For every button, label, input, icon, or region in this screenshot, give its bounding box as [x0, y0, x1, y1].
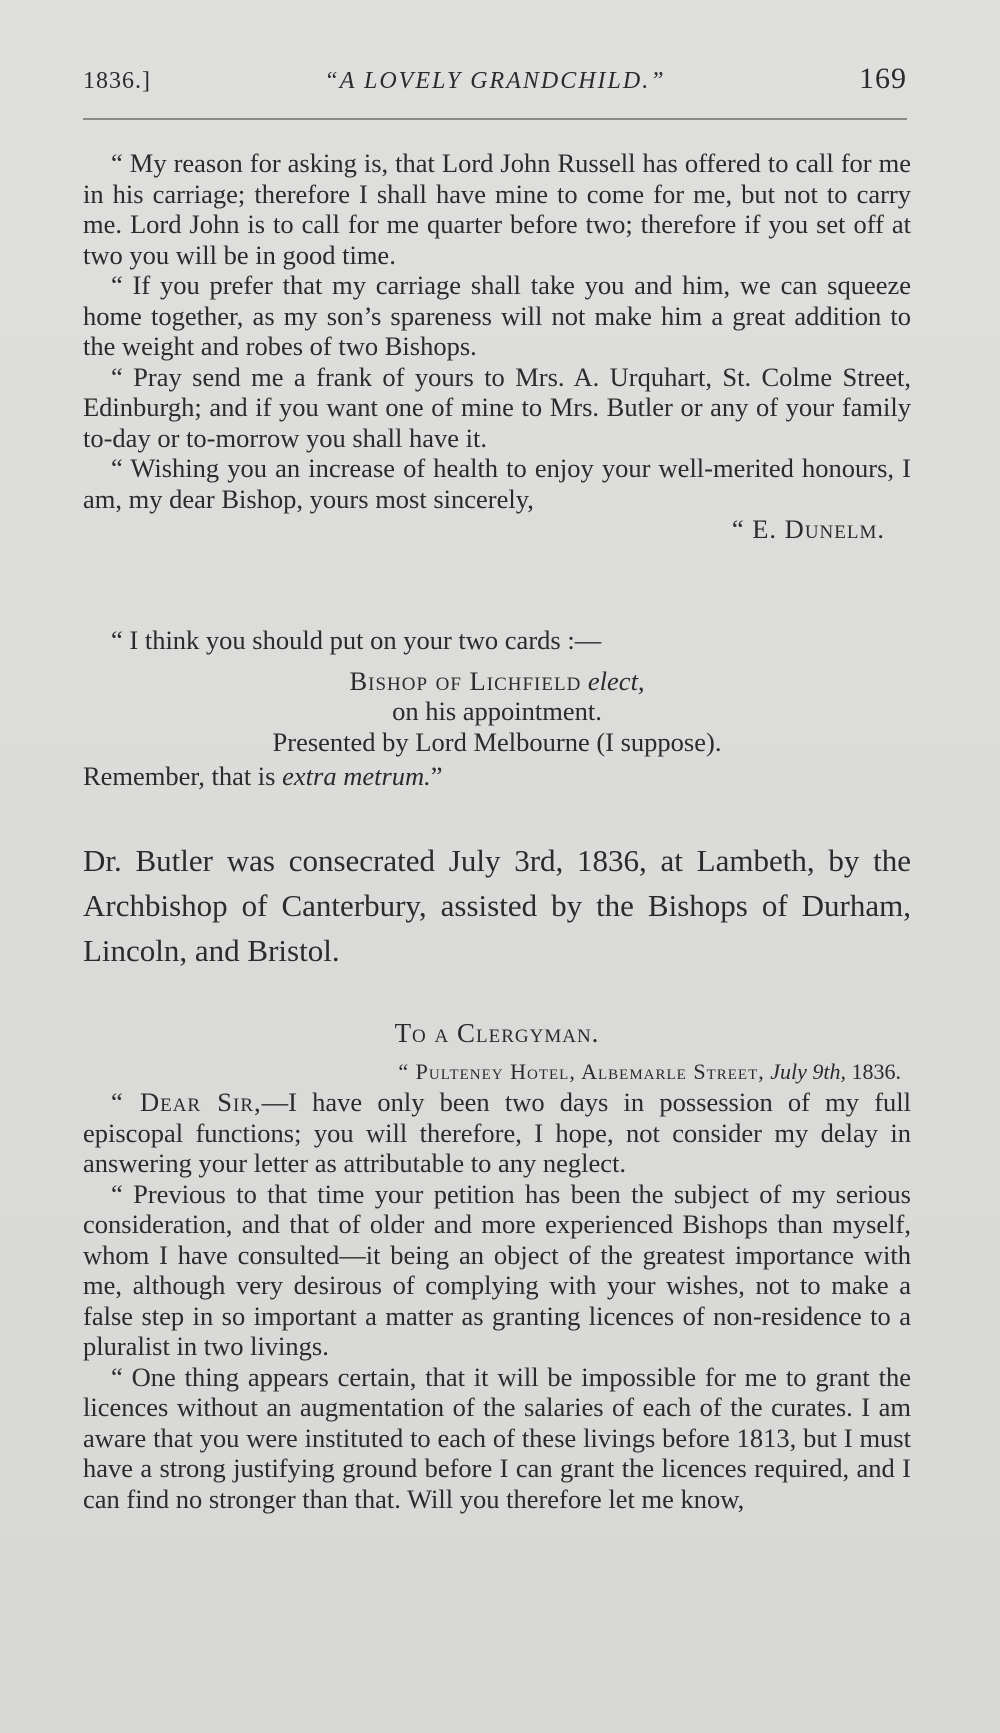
letter2-paragraph-1-text: —I have only been two days in possession of my full episcopal functions; you will therefore, I hope, not consider my delay in answering your letter as attributable to any neglect.: [83, 1087, 911, 1178]
letter1-paragraph-1: “ My reason for asking is, that Lord John Russell has offered to call for me in his carriage; therefore I shall have mine to come for me, but not to carry me. Lord John is to call for me quarter before two; therefore if you set off at two you will be in good time.: [83, 148, 911, 270]
card-elect: elect,: [587, 665, 645, 696]
remember-line: [83, 761, 911, 792]
letter2-heading: To a Clergyman.: [394, 1018, 600, 1048]
page-number: 169: [859, 62, 907, 95]
letter1-signature: “ E. Dunelm.: [731, 514, 885, 544]
letter1-paragraph-2: “ If you prefer that my carriage shall take you and him, we can squeeze home together, as my son’s spareness will not make him a great addition to the weight and robes of two Bishops.: [83, 270, 911, 361]
header-rule: [83, 118, 907, 120]
card-line-3: Presented by Lord Melbourne (I suppose).: [272, 726, 722, 757]
postscript-intro: “ I think you should put on your two cards :—: [111, 625, 602, 655]
letter2-paragraph-3: “ One thing appears certain, that it will be impossible for me to grant the licences without an augmentation of the salaries of each of the curates. I am aware that you were instituted to each of these livings before 1813, but I must have a strong justifying ground before I can grant the licences required, and I can find no stronger than that. Will you therefore let me know,: [83, 1361, 911, 1514]
address-year: 1836.: [851, 1058, 901, 1084]
letter-dunelm: [83, 148, 911, 545]
header-year: 1836.]: [83, 68, 151, 94]
letter2-paragraph-1: [83, 1087, 911, 1179]
narrative-text: Dr. Butler was consecrated July 3rd, 1836, at Lambeth, by the Archbishop of Canterbury, assisted by the Bishops of Durham, Lincoln, and Bristol.: [83, 843, 911, 968]
remember-prefix: Remember, that is: [83, 761, 276, 791]
letter1-paragraph-3: “ Pray send me a frank of yours to Mrs. A. Urquhart, St. Colme Street, Edinburgh; and if you want one of mine to Mrs. Butler or any of your family to-day or to-morrow you shall have it.: [83, 361, 911, 453]
card-title: Bishop of Lichfield: [349, 665, 582, 696]
card-line-1: [83, 666, 911, 697]
letter-clergyman: [83, 1018, 911, 1514]
remember-suffix: ”: [430, 761, 443, 791]
narrative-block: [83, 838, 911, 973]
header-title: “A LOVELY GRANDCHILD.”: [324, 68, 666, 94]
letter2-paragraph-2: “ Previous to that time your petition has been the subject of my serious consideration, and that of older and more experienced Bishops than myself, whom I have consulted—it being an object of the greatest importance with me, although very desirous of complying with your wishes, not to make a false step in so important a matter as granting licences of non-residence to a pluralist in two livings.: [83, 1178, 911, 1361]
salutation: “ Dear Sir,: [111, 1087, 262, 1117]
card-line-2: on his appointment.: [392, 696, 602, 726]
postscript: [83, 625, 911, 792]
running-header: [83, 62, 907, 98]
remember-italic: extra metrum.: [282, 761, 431, 791]
letter2-address: [83, 1057, 911, 1088]
address-main: “ Pulteney Hotel, Albemarle Street,: [398, 1058, 765, 1084]
letter1-paragraph-4: “ Wishing you an increase of health to enjoy your well-merited honours, I am, my dear Bishop, yours most sincerely,: [83, 453, 911, 514]
address-date: July 9th,: [770, 1058, 846, 1084]
